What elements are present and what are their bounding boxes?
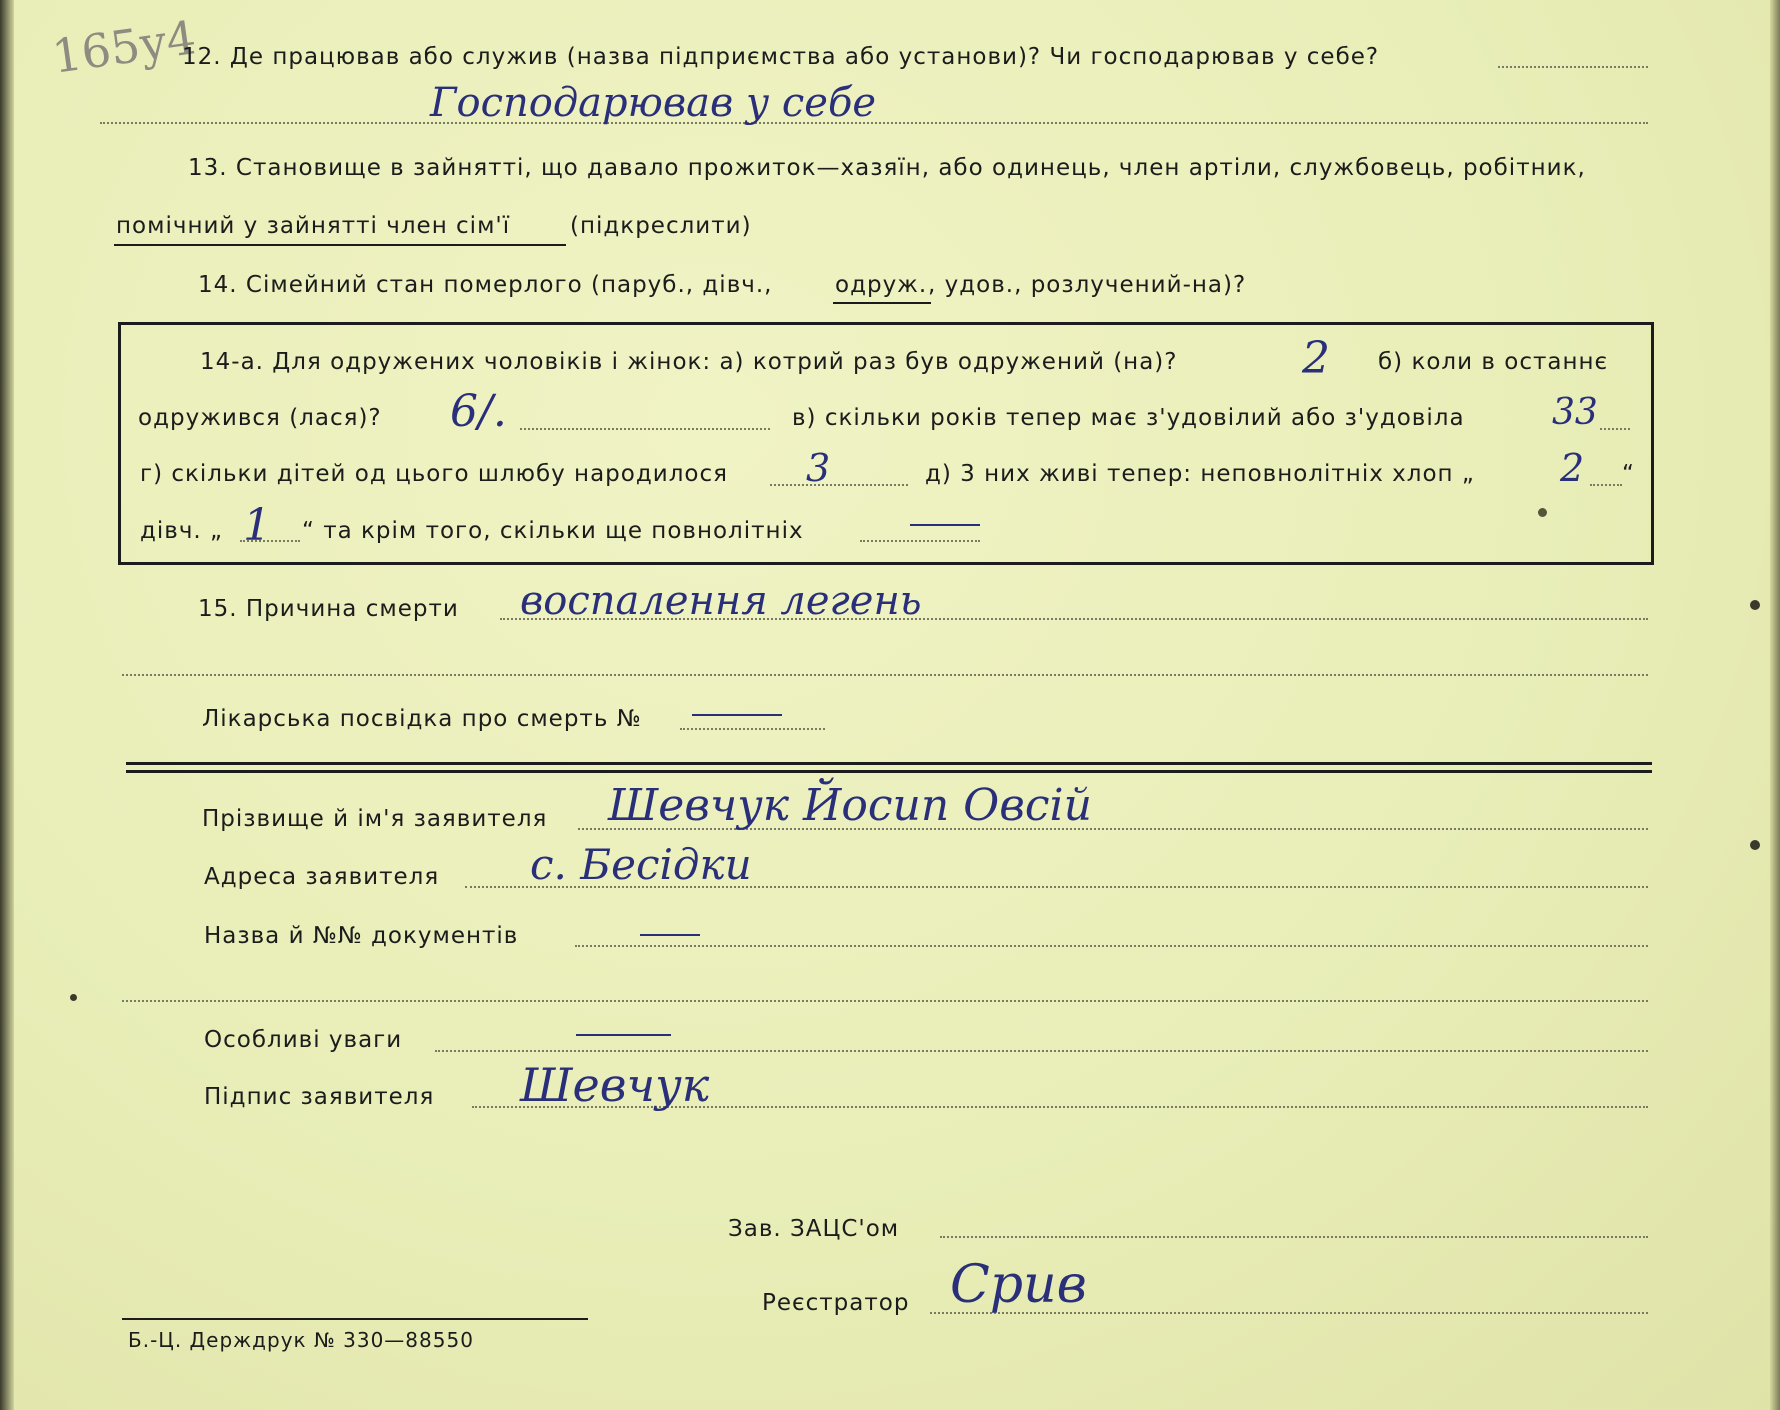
footer-head-dotline [940,1236,1648,1238]
applicant-docs-dotline [575,945,1648,947]
q14a-answer-c: 33 [1552,392,1598,433]
q14a-dash-adults [910,524,980,526]
q14a-answer-boys: 2 [1560,446,1585,490]
q15-answer: воспалення легень [520,578,922,624]
divider-line-1 [126,762,1652,765]
q12-dotline-1 [1498,66,1648,68]
q14a-dotline-girls [240,540,300,542]
applicant-docs-label: Назва й №№ документів [204,923,519,949]
q13-line2-option: помічний у зайнятті член сім'ї [116,213,511,239]
page-left-edge [0,0,14,1410]
q14a-line1-a: 14-а. Для одружених чоловіків і жінок: а) котрий раз був одружений (на)? [200,349,1178,375]
q14a-line4-b: “ та крім того, скільки ще повнолітніх [302,518,804,544]
q15-dotline-2 [122,674,1648,676]
footer-print-line [122,1318,588,1320]
registrar-signature: Срив [950,1255,1087,1315]
q14-label-start: 14. Сімейний стан померлого (паруб., дівч., [198,272,773,298]
applicant-name-value: Шевчук Йосип Овсій [608,780,1092,831]
med-dash [692,714,782,716]
applicant-signature: Шевчук [520,1058,710,1112]
q14a-dotline-boys [1590,484,1622,486]
applicant-name-label: Прізвище й ім'я заявителя [202,806,548,832]
q14a-answer-b: 6/. [450,386,507,437]
q14a-line3-c: “ [1622,461,1635,487]
q14a-dotline-b [520,428,770,430]
applicant-notes-dash [576,1034,671,1036]
med-label: Лікарська посвідка про смерть № [202,706,642,732]
applicant-extra-dotline [122,1000,1648,1002]
applicant-docs-dash [640,934,700,936]
q12-label: 12. Де працював або служив (назва підприємства або установи)? Чи господарював у себе? [182,44,1380,70]
q14a-answer-girls: 1 [243,500,271,551]
q14-label-end: , удов., розлучений-на)? [928,272,1247,298]
applicant-notes-dotline [435,1050,1648,1052]
page-right-edge [1770,0,1780,1410]
q14a-dotline-c [1600,428,1630,430]
hole-punch-mark-2 [1750,840,1760,850]
q14-underlined-option: одруж. [835,272,928,298]
divider-line-2 [126,770,1652,773]
applicant-signature-label: Підпис заявителя [204,1084,435,1110]
q14a-line2-b: в) скільки років тепер має з'удовілий або з'удовіла [792,405,1465,431]
footer-print-info: Б.-Ц. Держдрук № 330—88550 [128,1328,474,1352]
q14a-line4-a: дівч. „ [140,518,223,544]
q14a-answer-d: 3 [806,446,831,490]
applicant-address-label: Адреса заявителя [204,864,440,890]
q14a-dotline-adults [860,540,980,542]
ink-blot [1538,508,1547,517]
q12-answer: Господарював у себе [430,80,877,126]
pencil-note: 165у4 [48,10,200,84]
q14-underline [833,302,931,304]
footer-head-label: Зав. ЗАЦС'ом [728,1216,900,1242]
hole-punch-mark-1 [1750,600,1760,610]
q14a-line3-a: г) скільки дітей од цього шлюбу народилося [140,461,728,487]
footer-registrar-label: Реєстратор [762,1290,910,1316]
q13-underline [114,244,566,246]
ink-speck [70,994,77,1001]
q14a-answer-a: 2 [1302,333,1330,384]
q13-line1: 13. Становище в зайнятті, що давало прожиток—хазяїн, або одинець, член артіли, службовець, робітник, [188,155,1586,181]
applicant-notes-label: Особливі уваги [204,1027,403,1053]
applicant-address-value: с. Бесідки [530,840,752,889]
q13-line2-rest: (підкреслити) [570,213,752,239]
q14a-line2-a: одружився (лася)? [138,405,382,431]
med-dotline [680,728,825,730]
q14a-line3-b: д) 3 них живі тепер: неповнолітніх хлоп „ [925,461,1475,487]
q15-label: 15. Причина смерти [198,596,459,622]
q14a-dotline-d [770,484,908,486]
q14a-line1-b: б) коли в останнє [1378,349,1609,375]
